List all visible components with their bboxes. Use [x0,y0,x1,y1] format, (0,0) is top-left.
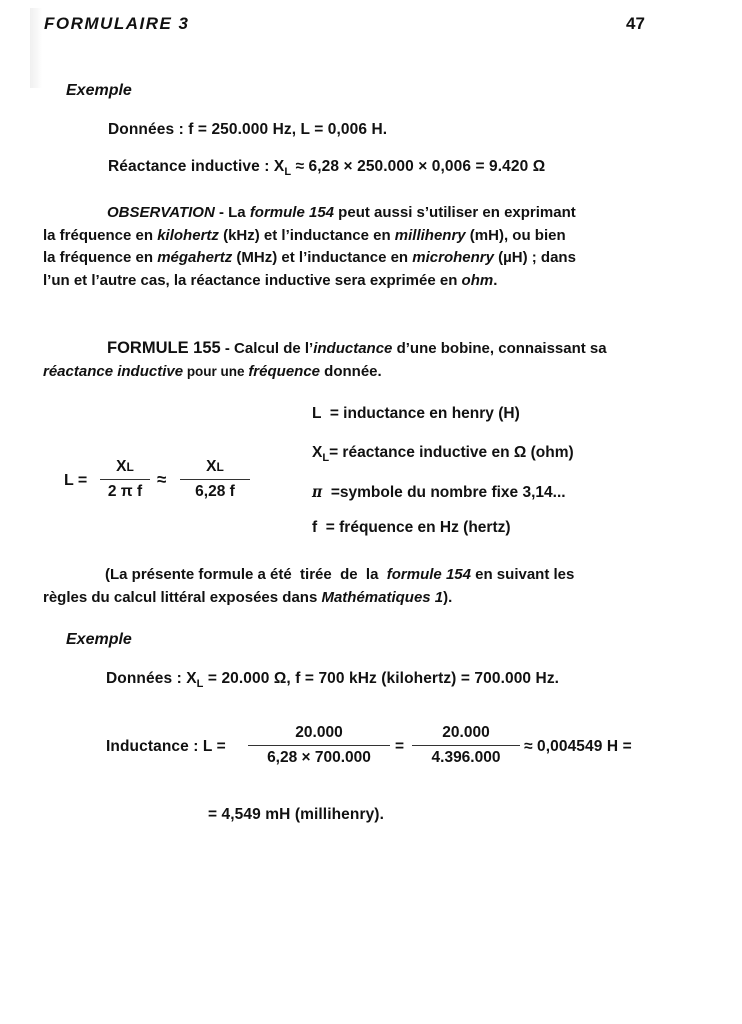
text: la fréquence en [43,226,158,244]
emph-frequence: fréquence [248,362,321,380]
derivation-note [43,564,574,609]
definition-row [312,482,566,502]
subscript: L [216,460,224,474]
calc-fraction-2 [412,724,520,767]
text: . [493,271,498,289]
text: la fréquence en [43,249,158,266]
book-reference: Mathématiques 1 [321,588,444,606]
definition-row [312,405,520,423]
observation-line-3 [43,247,576,270]
reactance-prefix: Réactance inductive : X [108,158,285,175]
text: règles du calcul littéral exposées dans [43,588,322,606]
text: (µH) ; dans [493,249,576,266]
formula-lhs: L = [64,472,88,489]
inductance-label: Inductance : L = [106,738,226,755]
note-line-1 [43,564,574,587]
definition-text: =symbole du nombre fixe 3,14... [322,484,566,501]
fraction-denominator: 2 π f [107,483,143,500]
text: d’une bobine, connaissant sa [392,340,607,357]
fraction-numerator: 20.000 [442,724,490,741]
text: ). [443,588,453,606]
fraction-bar [248,745,390,746]
emph-reactance: réactance inductive [43,362,184,380]
definition-symbol: π [312,482,323,501]
text: Données : X [106,670,197,687]
text: X [206,458,217,475]
observation-line-2 [43,225,576,248]
example2-donnees [106,670,559,690]
emph-kilohertz: kilohertz [157,226,219,244]
formule155-line-1 [43,337,607,361]
running-header-title: FORMULAIRE 3 [44,14,190,33]
subscript: L [126,460,134,474]
formule155-label: FORMULE 155 [107,339,221,357]
formula-fraction-exact [100,458,150,501]
text: X [116,458,127,475]
text: (MHz) et l’inductance en [232,249,413,266]
reactance-calc: ≈ 6,28 × 250.000 × 0,006 = 9.420 Ω [291,158,546,175]
example1-reactance [108,158,545,178]
observation-paragraph [43,202,576,292]
formule155-line-2 [43,361,607,384]
definition-text: = réactance inductive en Ω (ohm) [329,444,574,461]
definition-row [312,444,574,464]
scan-edge-artifact [30,8,42,88]
observation-line-4 [43,270,576,293]
definition-row [312,519,511,537]
definition-symbol: L [312,405,322,422]
definition-symbol: X [312,444,323,461]
approx-sign: ≈ [157,470,167,489]
subscript: L [196,678,204,690]
fraction-numerator [100,458,150,476]
formule155-intro [43,337,607,383]
text: donnée. [320,362,382,380]
text: (kHz) et l’inductance en [218,226,395,244]
text: - Calcul de l’ [220,340,314,357]
fraction-bar [412,745,520,746]
example-heading: Exemple [66,631,132,648]
definition-text: = fréquence en Hz (hertz) [317,519,511,536]
fraction-denominator: 6,28 f [195,483,235,500]
text: en suivant les [470,566,575,583]
observation-line-1 [43,202,576,225]
page-number: 47 [626,14,645,33]
note-line-2 [43,587,574,610]
calc-fraction-1 [248,724,390,767]
text: pour une [183,363,249,379]
text: peut aussi s’utiliser en exprimant [334,204,576,221]
text: - La [214,204,250,221]
definition-text: = inductance en henry (H) [321,405,520,422]
text: l’un et l’autre cas, la réactance inductive sera exprimée en [43,271,462,289]
fraction-numerator: 20.000 [295,724,343,741]
formule-ref: formule 154 [249,204,335,221]
fraction-denominator: 4.396.000 [431,749,501,766]
example-heading: Exemple [66,82,132,99]
emph-ohm: ohm [461,271,494,289]
fraction-denominator: 6,28 × 700.000 [267,749,371,766]
calc-result: ≈ 0,004549 H = [524,738,632,755]
fraction-bar [180,479,250,480]
reactance-subscript: L [284,166,292,178]
observation-label: OBSERVATION [107,204,215,221]
emph-microhenry: microhenry [412,249,494,266]
definition-subscript: L [322,452,330,464]
text: (La présente formule a été tirée de la [105,566,387,583]
formula-fraction-approx [180,458,250,501]
emph-megahertz: mégahertz [157,249,233,266]
final-result: = 4,549 mH (millihenry). [208,806,384,823]
emph-millihenry: millihenry [394,226,466,244]
fraction-bar [100,479,150,480]
equals-sign: = [395,738,405,755]
emph-inductance: inductance [313,340,393,357]
fraction-numerator [180,458,250,476]
text: = 20.000 Ω, f = 700 kHz (kilohertz) = 700.000 Hz. [203,670,560,687]
text: (mH), ou bien [465,226,566,244]
example1-donnees: Données : f = 250.000 Hz, L = 0,006 H. [108,121,388,138]
definition-symbol: f [312,519,318,536]
formule-ref: formule 154 [386,566,471,583]
